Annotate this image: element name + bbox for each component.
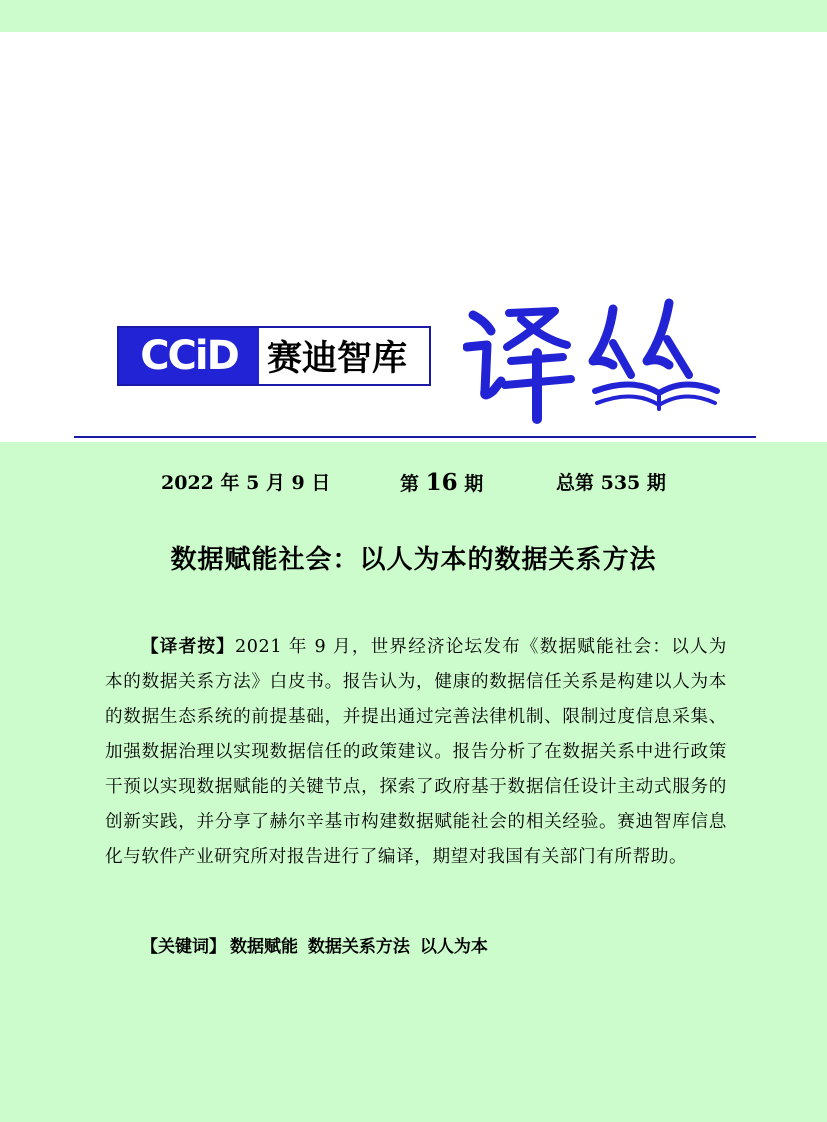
preface-text: 2021 年 9 月，世界经济论坛发布《数据赋能社会：以人为本的数据关系方法》白皮书。报告认为，健康的数据信任关系是构建以人为本的数据生态系统的前提基础，并提出通过完善法律机制、限制过度信息采集、加强数据治理以实现数据信任的政策建议。报告分析了在数据关系中进行政策干预以实现数据赋能的关键节点，探索了政府基于数据信任设计主动式服务的创新实践，并分享了赫尔辛基市构建数据赋能社会的相关经验。赛迪智库信息化与软件产业研究所对报告进行了编译，期望对我国有关部门有所帮助。 bbox=[105, 637, 727, 867]
issue-date: 2022 年 5 月 9 日 bbox=[161, 472, 331, 494]
preface-label: 【译者按】 bbox=[141, 637, 235, 657]
header-divider bbox=[74, 436, 756, 438]
keyword-item: 数据赋能 bbox=[230, 937, 298, 957]
translator-preface bbox=[105, 630, 727, 875]
ccid-logo-mark: CCiD bbox=[119, 328, 259, 384]
keywords-label: 【关键词】 bbox=[141, 937, 226, 957]
document-title: 数据赋能社会：以人为本的数据关系方法 bbox=[170, 545, 657, 575]
ccid-logo bbox=[117, 326, 431, 386]
issue-total-number: 总第 535 期 bbox=[556, 472, 666, 494]
keyword-item: 以人为本 bbox=[419, 937, 488, 957]
issue-number: 第 16 期 bbox=[400, 469, 484, 496]
keywords bbox=[141, 930, 492, 964]
ccid-logo-chinese: 赛迪智库 bbox=[267, 338, 408, 379]
series-title-calligraphy bbox=[463, 295, 723, 425]
keyword-item: 数据关系方法 bbox=[307, 937, 410, 957]
